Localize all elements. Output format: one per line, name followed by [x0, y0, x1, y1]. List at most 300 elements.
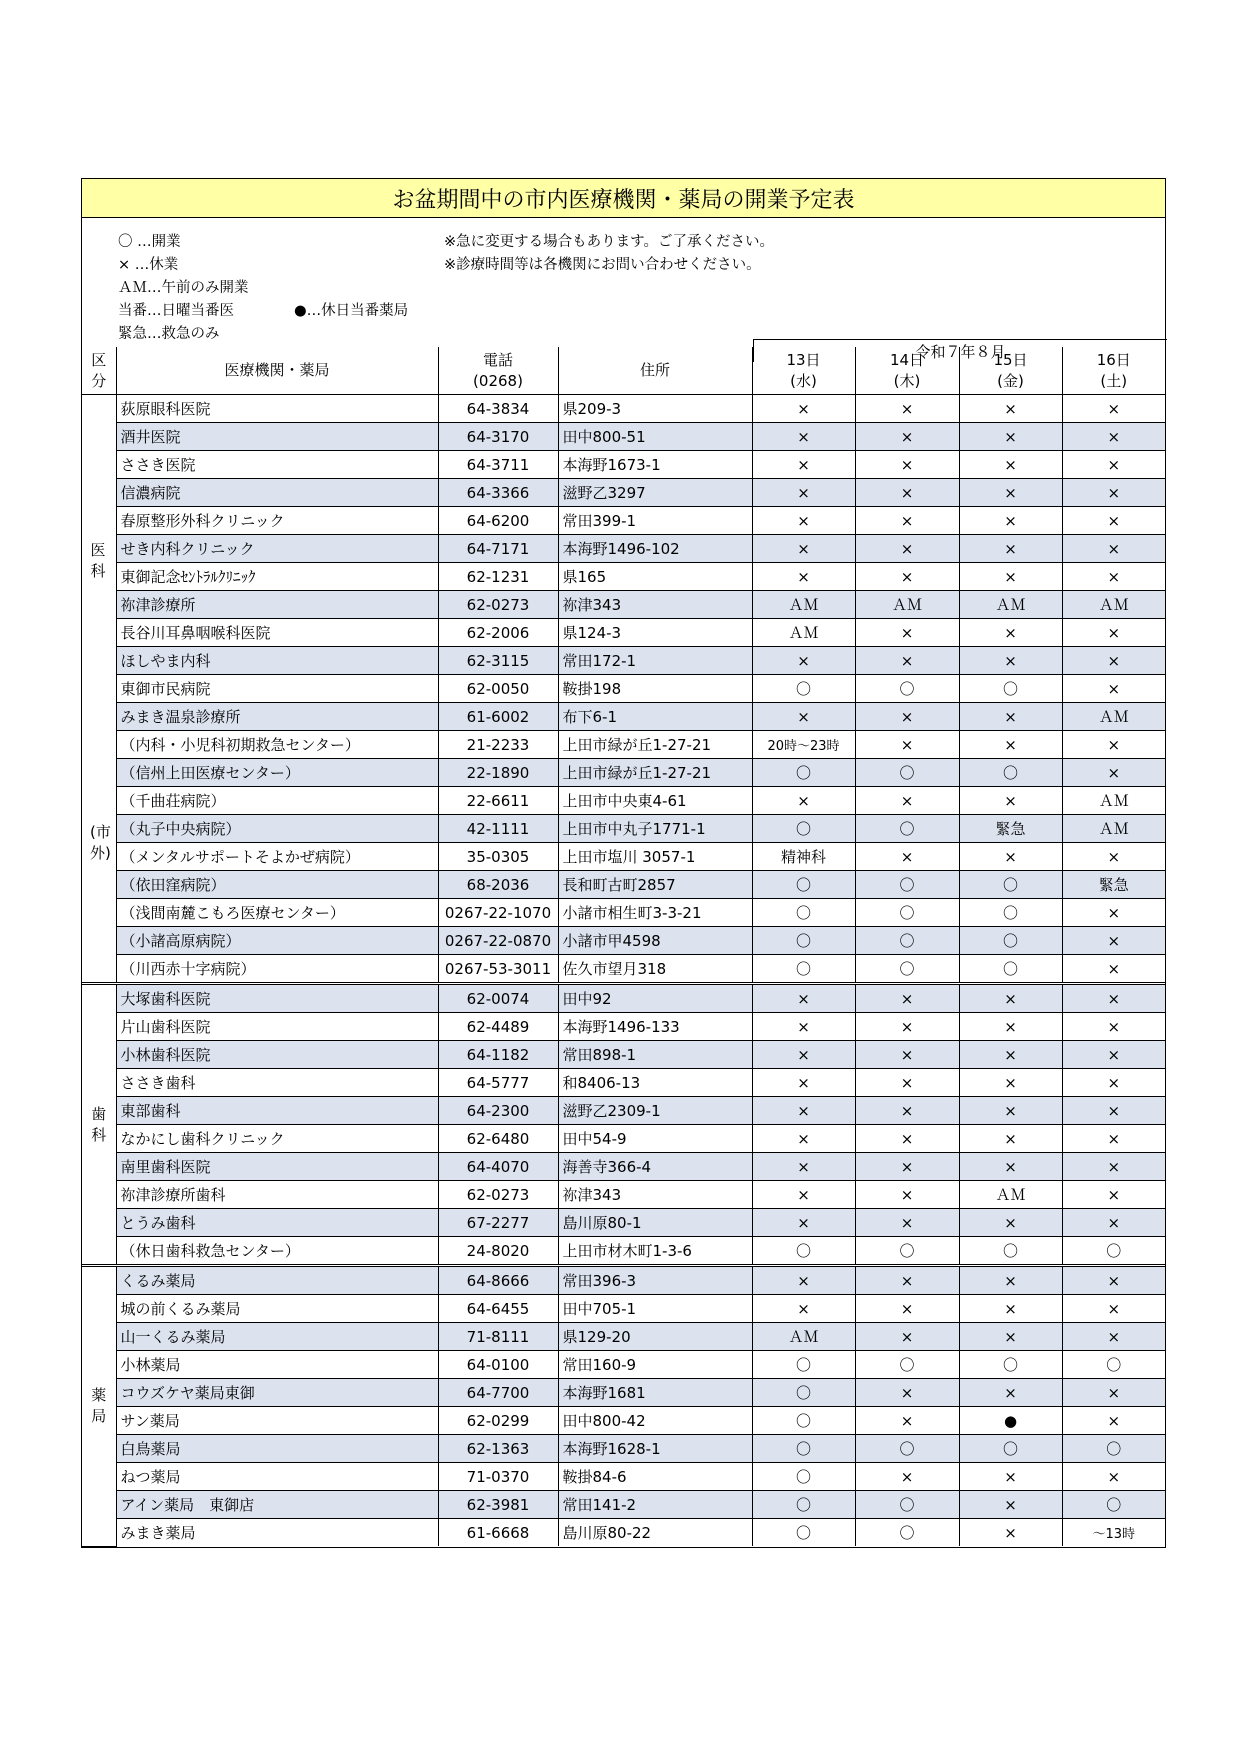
- status-cell: ×: [855, 451, 959, 479]
- facility-name: 城の前くるみ薬局: [116, 1295, 438, 1323]
- table-row: [82, 843, 1165, 871]
- facility-address: 布下6-1: [558, 703, 752, 731]
- status-cell: 〇: [959, 675, 1062, 703]
- facility-tel: 62-2006: [438, 619, 558, 647]
- category-label: 医科: [90, 540, 106, 580]
- note-hours: ※診療時間等は各機関にお問い合わせください。: [444, 257, 761, 273]
- status-cell: ×: [752, 787, 855, 815]
- status-cell: ×: [1062, 647, 1165, 675]
- facility-tel: 68-2036: [438, 871, 558, 899]
- status-cell: ×: [752, 703, 855, 731]
- facility-name: 小林薬局: [116, 1351, 438, 1379]
- status-cell: ×: [1062, 927, 1165, 955]
- facility-address: 常田160-9: [558, 1351, 752, 1379]
- facility-name: サン薬局: [116, 1407, 438, 1435]
- status-cell: ×: [1062, 1181, 1165, 1209]
- status-cell: ×: [959, 647, 1062, 675]
- status-cell: ×: [1062, 759, 1165, 787]
- status-cell: ×: [1062, 507, 1165, 535]
- table-row: [82, 899, 1165, 927]
- status-cell: ×: [1062, 1295, 1165, 1323]
- status-cell: ×: [752, 1125, 855, 1153]
- day-header-15: 15日 (金): [959, 347, 1062, 395]
- status-cell: 〇: [855, 927, 959, 955]
- table-row: [82, 1407, 1165, 1435]
- status-cell: ×: [752, 1295, 855, 1323]
- facility-name: 片山歯科医院: [116, 1013, 438, 1041]
- facility-tel: 71-0370: [438, 1463, 558, 1491]
- status-cell: 精神科: [752, 843, 855, 871]
- status-cell: ×: [752, 507, 855, 535]
- facility-name: アイン薬局 東御店: [116, 1491, 438, 1519]
- facility-tel: 62-0273: [438, 591, 558, 619]
- facility-address: 県129-20: [558, 1323, 752, 1351]
- table-row: [82, 1351, 1165, 1379]
- facility-address: 常田141-2: [558, 1491, 752, 1519]
- facility-tel: 61-6002: [438, 703, 558, 731]
- status-cell: 〇: [855, 675, 959, 703]
- status-cell: ×: [855, 1097, 959, 1125]
- table-row: [82, 984, 1165, 1013]
- status-cell: ＡＭ: [1062, 591, 1165, 619]
- table-row: [82, 1379, 1165, 1407]
- facility-name: （休日歯科救急センター）: [116, 1237, 438, 1266]
- status-cell: ×: [752, 1209, 855, 1237]
- status-cell: ×: [959, 1463, 1062, 1491]
- status-cell: ×: [855, 703, 959, 731]
- address-header: 住所: [558, 347, 752, 395]
- status-cell: 〇: [752, 955, 855, 984]
- status-cell: 〇: [752, 815, 855, 843]
- table-row: [82, 1013, 1165, 1041]
- facility-name: 東部歯科: [116, 1097, 438, 1125]
- facility-tel: 21-2233: [438, 731, 558, 759]
- status-cell: ×: [1062, 984, 1165, 1013]
- status-cell: ×: [959, 563, 1062, 591]
- facility-tel: 64-1182: [438, 1041, 558, 1069]
- status-cell: ×: [959, 1209, 1062, 1237]
- facility-name: （内科・小児科初期救急センター）: [116, 731, 438, 759]
- status-cell: 〇: [855, 1351, 959, 1379]
- status-cell: ×: [959, 1013, 1062, 1041]
- status-cell: 緊急: [1062, 871, 1165, 899]
- status-cell: ＡＭ: [752, 591, 855, 619]
- status-cell: ×: [855, 1407, 959, 1435]
- status-cell: ×: [855, 1041, 959, 1069]
- facility-tel: 62-0050: [438, 675, 558, 703]
- status-cell: ×: [855, 1463, 959, 1491]
- status-cell: 〇: [752, 871, 855, 899]
- status-cell: ×: [855, 423, 959, 451]
- table-row: [82, 759, 1165, 787]
- status-cell: ×: [855, 1323, 959, 1351]
- status-cell: ＡＭ: [752, 1323, 855, 1351]
- legend: [82, 218, 1165, 361]
- facility-name: 祢津診療所: [116, 591, 438, 619]
- status-cell: ×: [959, 1153, 1062, 1181]
- facility-tel: 64-3170: [438, 423, 558, 451]
- status-cell: ×: [959, 619, 1062, 647]
- status-cell: ×: [752, 563, 855, 591]
- status-cell: ×: [1062, 1209, 1165, 1237]
- status-cell: 〇: [855, 815, 959, 843]
- table-row: [82, 1097, 1165, 1125]
- legend-open: 〇 …開業: [118, 234, 181, 250]
- status-cell: ×: [1062, 563, 1165, 591]
- status-cell: 緊急: [959, 815, 1062, 843]
- facility-tel: 64-3834: [438, 395, 558, 423]
- table-row: [82, 1209, 1165, 1237]
- status-cell: ×: [959, 731, 1062, 759]
- facility-address: 長和町古町2857: [558, 871, 752, 899]
- facility-name: とうみ歯科: [116, 1209, 438, 1237]
- facility-tel: 64-6200: [438, 507, 558, 535]
- facility-tel: 24-8020: [438, 1237, 558, 1266]
- status-cell: 〇: [752, 1379, 855, 1407]
- facility-address: 祢津343: [558, 591, 752, 619]
- table-row: [82, 619, 1165, 647]
- status-cell: ×: [1062, 535, 1165, 563]
- facility-address: 鞍掛198: [558, 675, 752, 703]
- status-cell: ×: [855, 984, 959, 1013]
- status-cell: ×: [752, 1266, 855, 1295]
- status-cell: ×: [855, 563, 959, 591]
- facility-address: 常田898-1: [558, 1041, 752, 1069]
- category-cell: [82, 395, 116, 984]
- facility-address: 田中800-42: [558, 1407, 752, 1435]
- status-cell: 〇: [752, 927, 855, 955]
- status-cell: ×: [1062, 899, 1165, 927]
- facility-name: 大塚歯科医院: [116, 984, 438, 1013]
- status-cell: ×: [959, 1125, 1062, 1153]
- facility-address: 上田市緑が丘1-27-21: [558, 759, 752, 787]
- facility-address: 和8406-13: [558, 1069, 752, 1097]
- facility-tel: 22-6611: [438, 787, 558, 815]
- table-row: [82, 395, 1165, 423]
- status-cell: 〇: [1062, 1491, 1165, 1519]
- table-row: [82, 815, 1165, 843]
- facility-name: みまき温泉診療所: [116, 703, 438, 731]
- legend-am: ＡＭ…午前のみ開業: [118, 280, 249, 296]
- status-cell: ×: [1062, 1097, 1165, 1125]
- status-cell: ～13時: [1062, 1519, 1165, 1547]
- status-cell: 〇: [855, 871, 959, 899]
- status-cell: ×: [959, 535, 1062, 563]
- status-cell: ×: [752, 984, 855, 1013]
- facility-name: 長谷川耳鼻咽喉科医院: [116, 619, 438, 647]
- legend-closed: × …休業: [118, 257, 179, 273]
- status-cell: ＡＭ: [855, 591, 959, 619]
- status-cell: ×: [1062, 395, 1165, 423]
- facility-address: 上田市中丸子1771-1: [558, 815, 752, 843]
- status-cell: ×: [855, 507, 959, 535]
- status-cell: ＡＭ: [1062, 787, 1165, 815]
- status-cell: 〇: [855, 1435, 959, 1463]
- facility-address: 県165: [558, 563, 752, 591]
- facility-name: せき内科クリニック: [116, 535, 438, 563]
- facility-tel: 35-0305: [438, 843, 558, 871]
- table-row: [82, 871, 1165, 899]
- facility-address: 祢津343: [558, 1181, 752, 1209]
- status-cell: 〇: [959, 1351, 1062, 1379]
- status-cell: ×: [959, 787, 1062, 815]
- facility-tel: 62-3981: [438, 1491, 558, 1519]
- table-row: [82, 787, 1165, 815]
- status-cell: ×: [855, 1295, 959, 1323]
- status-cell: ＡＭ: [959, 1181, 1062, 1209]
- facility-tel: 0267-22-1070: [438, 899, 558, 927]
- facility-name: コウズケヤ薬局東御: [116, 1379, 438, 1407]
- facility-name: （川西赤十字病院）: [116, 955, 438, 984]
- status-cell: 〇: [959, 927, 1062, 955]
- facility-address: 田中54-9: [558, 1125, 752, 1153]
- facility-name: みまき薬局: [116, 1519, 438, 1547]
- facility-name: （丸子中央病院）: [116, 815, 438, 843]
- table-row: [82, 479, 1165, 507]
- status-cell: ×: [959, 1266, 1062, 1295]
- status-cell: ×: [1062, 1463, 1165, 1491]
- status-cell: 〇: [855, 1519, 959, 1547]
- facility-tel: 64-7700: [438, 1379, 558, 1407]
- facility-tel: 64-4070: [438, 1153, 558, 1181]
- facility-tel: 0267-22-0870: [438, 927, 558, 955]
- status-cell: ×: [959, 1295, 1062, 1323]
- facility-name: ほしやま内科: [116, 647, 438, 675]
- status-cell: 〇: [855, 1491, 959, 1519]
- facility-tel: 0267-53-3011: [438, 955, 558, 984]
- table-row: [82, 1491, 1165, 1519]
- table-row: [82, 1041, 1165, 1069]
- status-cell: ×: [752, 535, 855, 563]
- status-cell: ×: [855, 395, 959, 423]
- status-cell: ×: [855, 1379, 959, 1407]
- facility-tel: 62-3115: [438, 647, 558, 675]
- facility-name: 祢津診療所歯科: [116, 1181, 438, 1209]
- facility-tel: 62-4489: [438, 1013, 558, 1041]
- status-cell: 〇: [752, 1491, 855, 1519]
- status-cell: ×: [1062, 423, 1165, 451]
- facility-name: 酒井医院: [116, 423, 438, 451]
- status-cell: ●: [959, 1407, 1062, 1435]
- status-cell: 〇: [752, 675, 855, 703]
- facility-address: 常田399-1: [558, 507, 752, 535]
- facility-address: 県209-3: [558, 395, 752, 423]
- table-row: [82, 1435, 1165, 1463]
- status-cell: ×: [959, 1519, 1062, 1547]
- status-cell: ×: [752, 647, 855, 675]
- status-cell: ×: [1062, 675, 1165, 703]
- table-row: [82, 675, 1165, 703]
- status-cell: ×: [855, 1125, 959, 1153]
- status-cell: 20時～23時: [752, 731, 855, 759]
- facility-tel: 64-3366: [438, 479, 558, 507]
- status-cell: ×: [752, 1041, 855, 1069]
- table-row: [82, 507, 1165, 535]
- status-cell: ×: [1062, 1407, 1165, 1435]
- facility-tel: 64-0100: [438, 1351, 558, 1379]
- facility-tel: 67-2277: [438, 1209, 558, 1237]
- day-header-13: 13日 (水): [752, 347, 855, 395]
- facility-address: 上田市塩川 3057-1: [558, 843, 752, 871]
- table-row: [82, 451, 1165, 479]
- status-cell: 〇: [959, 871, 1062, 899]
- facility-address: 上田市緑が丘1-27-21: [558, 731, 752, 759]
- status-cell: 〇: [855, 759, 959, 787]
- facility-name: （浅間南麓こもろ医療センター）: [116, 899, 438, 927]
- legend-duty: 当番…日曜当番医: [118, 303, 234, 319]
- status-cell: 〇: [752, 1407, 855, 1435]
- table-row: [82, 1153, 1165, 1181]
- facility-tel: 62-0273: [438, 1181, 558, 1209]
- facility-name: 信濃病院: [116, 479, 438, 507]
- table-row: [82, 1266, 1165, 1295]
- status-cell: ×: [855, 1181, 959, 1209]
- facility-name: 東御市民病院: [116, 675, 438, 703]
- table-row: [82, 647, 1165, 675]
- facility-address: 常田172-1: [558, 647, 752, 675]
- status-cell: ×: [855, 1266, 959, 1295]
- status-cell: 〇: [959, 1435, 1062, 1463]
- facility-tel: 64-3711: [438, 451, 558, 479]
- status-cell: ＡＭ: [752, 619, 855, 647]
- status-cell: ×: [1062, 1013, 1165, 1041]
- status-cell: ×: [959, 984, 1062, 1013]
- note-change: ※急に変更する場合もあります。ご了承ください。: [444, 234, 774, 250]
- facility-tel: 71-8111: [438, 1323, 558, 1351]
- status-cell: 〇: [959, 1237, 1062, 1266]
- facility-address: 海善寺366-4: [558, 1153, 752, 1181]
- status-cell: ×: [1062, 1069, 1165, 1097]
- status-cell: 〇: [855, 899, 959, 927]
- status-cell: ×: [1062, 731, 1165, 759]
- table-row: [82, 1463, 1165, 1491]
- table-row: [82, 1125, 1165, 1153]
- status-cell: 〇: [1062, 1237, 1165, 1266]
- status-cell: 〇: [752, 1519, 855, 1547]
- status-cell: 〇: [752, 1351, 855, 1379]
- facility-address: 鞍掛84-6: [558, 1463, 752, 1491]
- status-cell: ×: [959, 1097, 1062, 1125]
- facility-name: 白鳥薬局: [116, 1435, 438, 1463]
- status-cell: ×: [959, 507, 1062, 535]
- table-row: [82, 563, 1165, 591]
- facility-tel: 64-7171: [438, 535, 558, 563]
- facility-name: 小林歯科医院: [116, 1041, 438, 1069]
- status-cell: 〇: [752, 1463, 855, 1491]
- status-cell: ×: [959, 1041, 1062, 1069]
- table-row: [82, 703, 1165, 731]
- status-cell: 〇: [855, 1237, 959, 1266]
- facility-name: 東御記念ｾﾝﾄﾗﾙｸﾘﾆｯｸ: [116, 563, 438, 591]
- status-cell: ×: [959, 703, 1062, 731]
- table-row: [82, 1181, 1165, 1209]
- status-cell: 〇: [855, 955, 959, 984]
- status-cell: ×: [752, 423, 855, 451]
- status-cell: 〇: [752, 759, 855, 787]
- facility-tel: 64-5777: [438, 1069, 558, 1097]
- tel-header: 電話 (0268): [438, 347, 558, 395]
- category-header: 区分: [82, 347, 116, 395]
- facility-tel: 64-6455: [438, 1295, 558, 1323]
- name-header: 医療機関・薬局: [116, 347, 438, 395]
- status-cell: ×: [855, 843, 959, 871]
- status-cell: 〇: [959, 899, 1062, 927]
- status-cell: 〇: [1062, 1435, 1165, 1463]
- schedule-sheet: [81, 178, 1166, 1548]
- facility-name: 山一くるみ薬局: [116, 1323, 438, 1351]
- status-cell: ×: [855, 1153, 959, 1181]
- status-cell: ×: [1062, 1041, 1165, 1069]
- status-cell: ×: [959, 1379, 1062, 1407]
- facility-address: 県124-3: [558, 619, 752, 647]
- table-row: [82, 927, 1165, 955]
- status-cell: ×: [855, 1013, 959, 1041]
- facility-address: 田中92: [558, 984, 752, 1013]
- status-cell: ×: [1062, 1323, 1165, 1351]
- table-row: [82, 423, 1165, 451]
- day-header-14: 14日 (木): [855, 347, 959, 395]
- status-cell: ×: [1062, 619, 1165, 647]
- status-cell: ×: [752, 451, 855, 479]
- facility-name: ささき医院: [116, 451, 438, 479]
- status-cell: ×: [752, 1013, 855, 1041]
- category-cell: [82, 984, 116, 1266]
- status-cell: ×: [959, 479, 1062, 507]
- facility-address: 島川原80-1: [558, 1209, 752, 1237]
- status-cell: ×: [959, 1069, 1062, 1097]
- status-cell: ＡＭ: [1062, 703, 1165, 731]
- status-cell: ×: [1062, 1379, 1165, 1407]
- facility-address: 本海野1628-1: [558, 1435, 752, 1463]
- facility-name: 南里歯科医院: [116, 1153, 438, 1181]
- facility-address: 本海野1681: [558, 1379, 752, 1407]
- status-cell: ×: [959, 451, 1062, 479]
- table-row: [82, 1069, 1165, 1097]
- table-row: [82, 1323, 1165, 1351]
- status-cell: ×: [855, 731, 959, 759]
- status-cell: ×: [855, 647, 959, 675]
- status-cell: ＡＭ: [1062, 815, 1165, 843]
- table-row: [82, 955, 1165, 984]
- category-label: 薬局: [91, 1386, 107, 1426]
- status-cell: ×: [959, 395, 1062, 423]
- facility-address: 島川原80-22: [558, 1519, 752, 1547]
- status-cell: ×: [959, 423, 1062, 451]
- facility-name: ねつ薬局: [116, 1463, 438, 1491]
- legend-holiday-pharmacy: ●…休日当番薬局: [294, 303, 409, 319]
- facility-tel: 22-1890: [438, 759, 558, 787]
- facility-address: 小諸市甲4598: [558, 927, 752, 955]
- status-cell: ×: [1062, 1153, 1165, 1181]
- table-row: [82, 731, 1165, 759]
- status-cell: 〇: [1062, 1351, 1165, 1379]
- table-row: [82, 1237, 1165, 1266]
- status-cell: ×: [855, 619, 959, 647]
- facility-address: 本海野1496-133: [558, 1013, 752, 1041]
- facility-name: （メンタルサポートそよかぜ病院）: [116, 843, 438, 871]
- status-cell: ×: [1062, 843, 1165, 871]
- status-cell: ×: [1062, 1266, 1165, 1295]
- facility-name: （千曲荘病院）: [116, 787, 438, 815]
- facility-name: 荻原眼科医院: [116, 395, 438, 423]
- facility-tel: 62-1231: [438, 563, 558, 591]
- facility-tel: 62-6480: [438, 1125, 558, 1153]
- facility-tel: 62-1363: [438, 1435, 558, 1463]
- facility-tel: 61-6668: [438, 1519, 558, 1547]
- facility-address: 本海野1496-102: [558, 535, 752, 563]
- category-label-outside: (市外): [90, 822, 111, 862]
- facility-address: 滋野乙3297: [558, 479, 752, 507]
